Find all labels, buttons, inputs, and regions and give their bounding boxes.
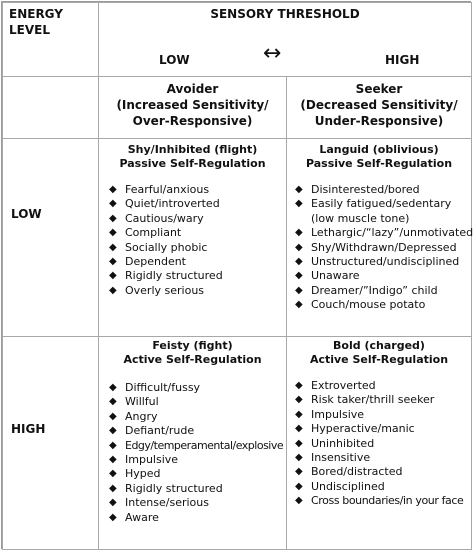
bullet-icon: ◆ [109,255,117,267]
list-item: ◆ Uninhibited [295,436,375,450]
quadrant-high-avoider [98,336,287,550]
list-item: ◆ Impulsive [295,407,365,421]
list-item: ◆ Angry [109,409,158,423]
list-item: ◆ Cautious/wary [109,211,204,225]
bullet-icon: ◆ [295,270,303,282]
bullet-icon: ◆ [295,451,303,463]
bullet-icon: ◆ [295,198,303,210]
quadrant-low-seeker [286,138,472,337]
bullet-icon: ◆ [295,466,303,478]
energy-level-line1: ENERGY [9,7,63,21]
list-item: ◆ Compliant [109,226,182,240]
seeker-column-header [286,76,472,139]
bullet-icon: ◆ [295,480,303,492]
list-item: ◆ Hyped [109,467,161,481]
list-item: ◆ Rigidly structured [109,269,223,283]
avoider-desc-line2: Over-Responsive) [132,114,253,128]
list-item: ◆ Shy/Withdrawn/Depressed [295,240,457,254]
row-label-high: HIGH [11,422,46,436]
list-item: ◆ Dependent [109,254,186,268]
list-item: ◆ Quiet/introverted [109,197,220,211]
bullet-icon: ◆ [295,227,303,239]
bullet-icon: ◆ [109,497,117,509]
list-item: ◆ Unaware [295,269,360,283]
bullet-icon: ◆ [109,270,117,282]
trait-list [109,381,286,525]
quadrant-subtitle: Passive Self-Regulation [305,157,453,170]
list-item: ◆ Intense/serious [109,496,209,510]
bullet-icon: ◆ [109,241,117,253]
double-arrow-icon: ↔ [263,41,282,66]
row-label-high-cell [2,336,99,550]
list-item: ◆ Rigidly structured [109,481,223,495]
energy-level-line2: LEVEL [9,23,50,37]
list-item: ◆ Undisciplined [295,479,385,493]
trait-list [295,183,474,313]
bullet-icon: ◆ [295,241,303,253]
list-item: ◆ Socially phobic [109,240,208,254]
bullet-icon: ◆ [295,299,303,311]
quadrant-high-seeker [286,336,472,550]
bullet-icon: ◆ [109,482,117,494]
seeker-desc-line1: (Decreased Sensitivity/ [300,98,458,112]
list-item: ◆ Extroverted [295,379,376,392]
list-item: ◆ Aware [109,510,159,524]
quadrant-subtitle: Active Self-Regulation [123,353,262,366]
list-item: ◆ Disinterested/bored [295,183,420,196]
bullet-icon: ◆ [109,468,117,480]
bullet-icon: ◆ [295,394,303,406]
seeker-desc-line2: Under-Responsive) [314,114,444,128]
energy-level-header [2,2,99,77]
bullet-icon: ◆ [109,198,117,210]
bullet-icon: ◆ [109,410,117,422]
row-label-low: LOW [11,207,42,221]
list-item: ◆ Edgy/temperamental/explosive [109,438,284,452]
quadrant-title: Languid (oblivious) [319,143,439,156]
row-label-low-cell [2,138,99,337]
list-item: ◆ Difficult/fussy [109,381,201,394]
sensory-threshold-header [98,2,472,77]
trait-list [109,183,284,298]
bullet-icon: ◆ [295,255,303,267]
list-item: ◆ Impulsive [109,452,179,466]
list-item: ◆ Fearful/anxious [109,183,210,196]
bullet-icon: ◆ [109,453,117,465]
bullet-icon: ◆ [109,212,117,224]
list-item: ◆ Insensitive [295,450,371,464]
bullet-icon: ◆ [295,423,303,435]
bullet-icon: ◆ [109,511,117,523]
list-item: ◆ Hyperactive/manic [295,422,415,436]
threshold-low-label: LOW [159,53,190,67]
bullet-icon: ◆ [295,184,303,195]
avoider-column-header [98,76,287,139]
sensory-threshold-title: SENSORY THRESHOLD [210,7,360,21]
quadrant-low-avoider [98,138,287,337]
quadrant-title: Feisty (fight) [152,339,233,352]
quadrant-subtitle: Active Self-Regulation [309,353,449,366]
bullet-icon: ◆ [295,408,303,420]
bullet-icon: ◆ [109,396,117,408]
list-item: ◆ Cross boundaries/in your face [295,494,464,508]
list-item: ◆ Dreamer/”Indigo” child [295,283,438,297]
list-item: ◆ Willful [109,395,159,409]
list-item: ◆ Lethargic/“lazy”/unmotivated [295,226,474,240]
avoider-name: Avoider [166,82,219,96]
list-item: ◆ Bored/distracted [295,465,403,479]
bullet-icon: ◆ [295,380,303,391]
bullet-icon: ◆ [109,284,117,296]
list-item: ◆ Easily fatigued/sedentary (low muscle tone) [295,197,452,225]
quadrant-title: Shy/Inhibited (flight) [127,143,258,156]
trait-list [295,379,471,509]
quadrant-title: Bold (charged) [333,339,425,352]
bullet-icon: ◆ [109,425,117,437]
list-item: ◆ Couch/mouse potato [295,298,426,312]
seeker-name: Seeker [355,82,403,96]
bullet-icon: ◆ [295,495,303,507]
list-item: ◆ Overly serious [109,283,205,297]
bullet-icon: ◆ [295,437,303,449]
threshold-high-label: HIGH [385,53,420,67]
bullet-icon: ◆ [295,284,303,296]
quadrant-subtitle: Passive Self-Regulation [119,157,266,170]
bullet-icon: ◆ [109,439,117,451]
bullet-icon: ◆ [109,184,117,195]
column-header-spacer [2,76,99,139]
bullet-icon: ◆ [109,382,117,393]
avoider-desc-line1: (Increased Sensitivity/ [116,98,269,112]
list-item: ◆ Defiant/rude [109,424,195,438]
sensory-energy-table [1,1,474,549]
bullet-icon: ◆ [109,227,117,239]
list-item: ◆ Unstructured/undisciplined [295,254,460,268]
list-item: ◆ Risk taker/thrill seeker [295,393,435,407]
